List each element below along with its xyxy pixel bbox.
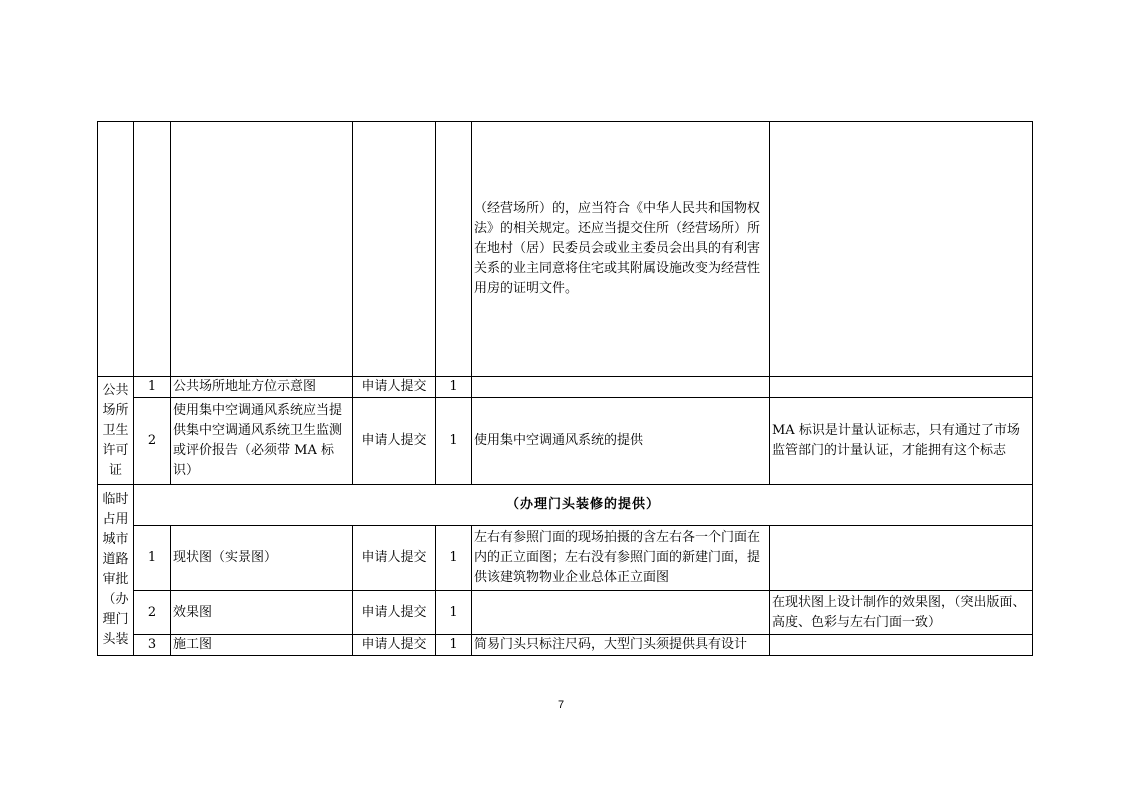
number-cell: 1 <box>134 377 171 398</box>
number-cell: 2 <box>134 398 171 485</box>
remark-cell <box>770 635 1033 656</box>
copies-cell: 1 <box>436 635 472 656</box>
remark-cell <box>770 526 1033 591</box>
table-row <box>98 485 1033 526</box>
remark-cell <box>770 377 1033 398</box>
section-heading: （办理门头装修的提供） <box>134 485 1033 526</box>
material-name-cell: 效果图 <box>171 591 353 635</box>
basis-cell <box>472 377 770 398</box>
table-row <box>98 398 1033 485</box>
table-row <box>98 526 1033 591</box>
basis-cell <box>472 591 770 635</box>
material-name-cell: 施工图 <box>171 635 353 656</box>
table-row <box>98 122 1033 377</box>
material-name-cell: 现状图（实景图） <box>171 526 353 591</box>
source-cell: 申请人提交 <box>353 635 436 656</box>
number-cell: 2 <box>134 591 171 635</box>
remark-cell: 在现状图上设计制作的效果图，（突出版面、高度、色彩与左右门面一致） <box>770 591 1033 635</box>
source-cell: 申请人提交 <box>353 526 436 591</box>
category-cell: 公共场所卫生许可证 <box>98 377 134 485</box>
basis-cell: 简易门头只标注尺码，大型门头须提供具有设计 <box>472 635 770 656</box>
copies-cell <box>436 122 472 377</box>
basis-cell: （经营场所）的，应当符合《中华人民共和国物权法》的相关规定。还应当提交住所（经营场所）所在地村（居）民委员会或业主委员会出具的有利害关系的业主同意将住宅或其附属设施改变为经营性用房的证明文件。 <box>472 122 770 377</box>
number-cell <box>134 122 171 377</box>
table-row <box>98 377 1033 398</box>
material-name-cell: 使用集中空调通风系统应当提供集中空调通风系统卫生监测或评价报告（必须带 MA 标识） <box>171 398 353 485</box>
category-cell <box>98 122 134 377</box>
remark-cell <box>770 122 1033 377</box>
source-cell: 申请人提交 <box>353 377 436 398</box>
basis-cell: 左右有参照门面的现场拍摄的含左右各一个门面在内的正立面图；左右没有参照门面的新建门面，提供该建筑物物业企业总体正立面图 <box>472 526 770 591</box>
material-name-cell: 公共场所地址方位示意图 <box>171 377 353 398</box>
category-cell: 临时占用城市道路审批（办理门头装 <box>98 485 134 656</box>
source-cell: 申请人提交 <box>353 398 436 485</box>
source-cell: 申请人提交 <box>353 591 436 635</box>
material-name-cell <box>171 122 353 377</box>
table-row <box>98 591 1033 635</box>
copies-cell: 1 <box>436 591 472 635</box>
table-row <box>98 635 1033 656</box>
copies-cell: 1 <box>436 526 472 591</box>
materials-table <box>97 121 1033 656</box>
page-number: 7 <box>557 699 565 711</box>
number-cell: 1 <box>134 526 171 591</box>
copies-cell: 1 <box>436 377 472 398</box>
number-cell: 3 <box>134 635 171 656</box>
source-cell <box>353 122 436 377</box>
basis-cell: 使用集中空调通风系统的提供 <box>472 398 770 485</box>
remark-cell: MA 标识是计量认证标志，只有通过了市场监管部门的计量认证，才能拥有这个标志 <box>770 398 1033 485</box>
copies-cell: 1 <box>436 398 472 485</box>
